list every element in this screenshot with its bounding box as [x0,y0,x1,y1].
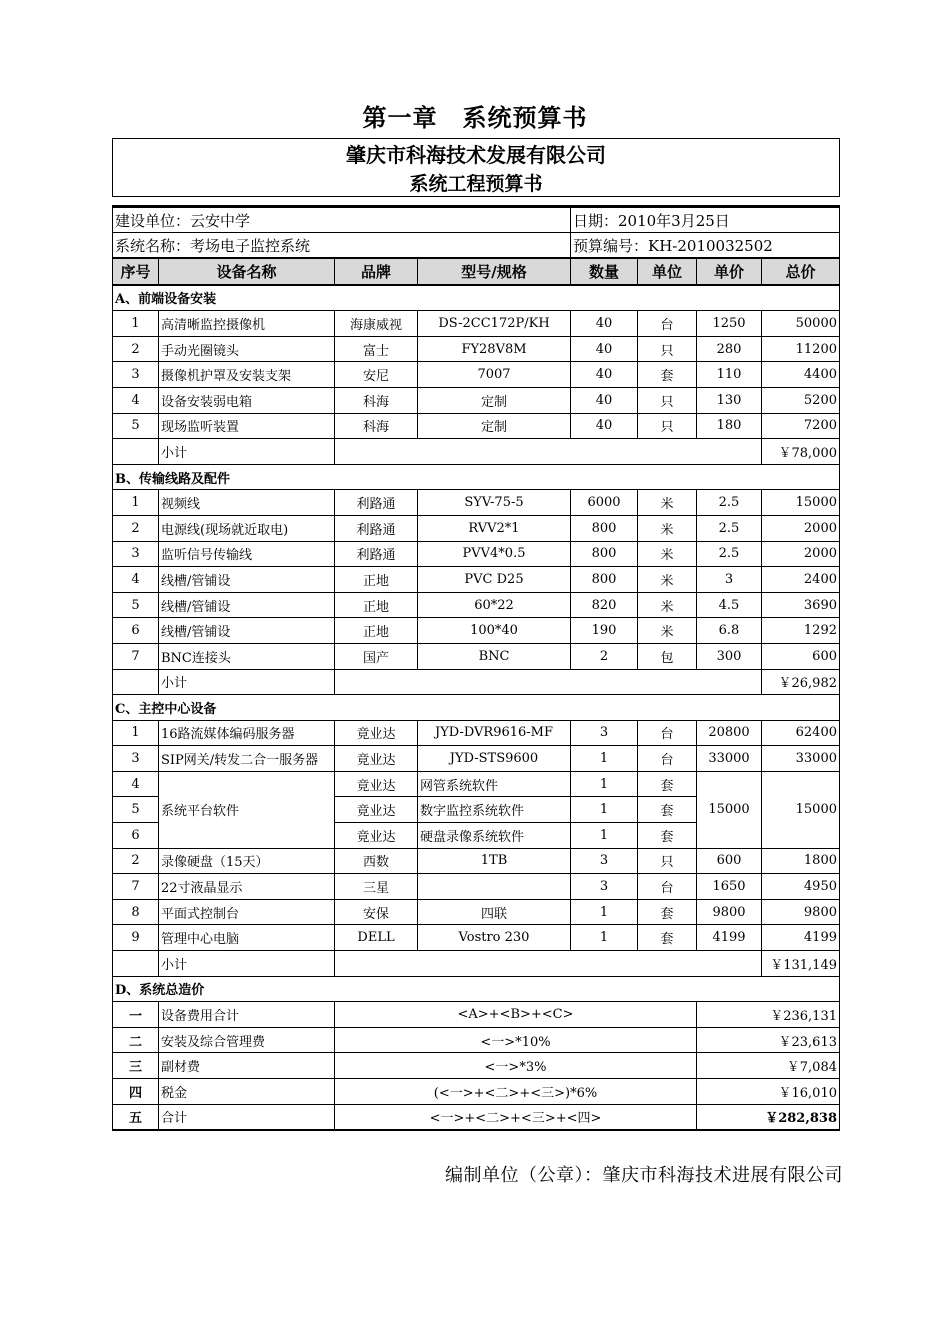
row-quantity: 1 [571,925,638,951]
construction-unit: 建设单位：云安中学 [113,207,571,233]
header-model: 型号/规格 [418,258,571,285]
subtotal-row [113,951,840,977]
row-unit-price: 600 [697,848,762,874]
row-total: 2000 [762,515,840,541]
row-total: 4199 [762,925,840,951]
table-row [113,490,840,516]
row-unit: 只 [638,848,697,874]
total-row [113,1079,840,1105]
row-index: 3 [113,746,159,772]
row-unit: 套 [638,823,697,849]
total-value: ￥16,010 [697,1079,840,1105]
row-brand: DELL [335,925,418,951]
row-brand: 正地 [335,618,418,644]
subtotal-row [113,669,840,695]
system-name: 系统名称：考场电子监控系统 [113,233,571,259]
row-model: DS-2CC172P/KH [418,311,571,337]
table-row [113,387,840,413]
header-name: 设备名称 [159,258,335,285]
row-model: 数字监控系统软件 [418,797,571,823]
row-unit: 套 [638,771,697,797]
row-index: 3 [113,541,159,567]
row-quantity: 1 [571,797,638,823]
row-total: 11200 [762,336,840,362]
row-total: 2400 [762,567,840,593]
row-brand: 海康威视 [335,311,418,337]
row-name: BNC连接头 [159,643,335,669]
budget-code: 预算编号：KH-2010032502 [571,233,840,259]
row-name: 线槽/管铺设 [159,618,335,644]
row-model: 60*22 [418,592,571,618]
row-quantity: 820 [571,592,638,618]
table-row [113,874,840,900]
row-unit-price: 1650 [697,874,762,900]
row-unit: 米 [638,541,697,567]
section-title: A、前端设备安装 [113,285,840,311]
header-quantity: 数量 [571,258,638,285]
table-row [113,899,840,925]
row-brand: 安尼 [335,362,418,388]
total-index: 四 [113,1079,159,1105]
subtotal-value: ￥78,000 [762,439,840,465]
subtotal-index [113,669,159,695]
row-name: 22寸液晶显示 [159,874,335,900]
budget-date: 日期：2010年3月25日 [571,207,840,233]
row-unit: 台 [638,311,697,337]
table-row [113,515,840,541]
row-brand: 竟业达 [335,823,418,849]
row-total: 4400 [762,362,840,388]
row-unit: 米 [638,567,697,593]
total-label: 税金 [159,1079,335,1105]
total-row [113,1104,840,1130]
subtotal-row [113,439,840,465]
row-unit: 台 [638,746,697,772]
row-name: 手动光圈镜头 [159,336,335,362]
total-index: 五 [113,1104,159,1130]
total-label: 合计 [159,1104,335,1130]
row-total: 15000 [762,490,840,516]
total-label: 安装及综合管理费 [159,1027,335,1053]
row-total: 4950 [762,874,840,900]
row-index: 2 [113,848,159,874]
section-title: B、传输线路及配件 [113,464,840,490]
row-brand: 安保 [335,899,418,925]
row-unit-price: 130 [697,387,762,413]
row-index: 5 [113,797,159,823]
subtotal-spacer [335,951,762,977]
row-total: 33000 [762,746,840,772]
budget-table-body [113,139,840,1131]
total-formula: (<一>+<二>+<三>)*6% [335,1079,697,1105]
total-label: 设备费用合计 [159,1002,335,1028]
total-index: 一 [113,1002,159,1028]
row-index: 4 [113,387,159,413]
row-unit-price: 20800 [697,720,762,746]
section-c-header [113,695,840,721]
row-model: 7007 [418,362,571,388]
subtotal-index [113,439,159,465]
row-model: Vostro 230 [418,925,571,951]
total-value: ￥23,613 [697,1027,840,1053]
row-name: 管理中心电脑 [159,925,335,951]
table-row [113,618,840,644]
row-unit-price: 4199 [697,925,762,951]
subtotal-spacer [335,669,762,695]
row-quantity: 40 [571,362,638,388]
company-name: 肇庆市科海技术发展有限公司 [113,139,840,169]
budget-subtitle: 系统工程预算书 [113,168,840,197]
table-row [113,413,840,439]
title-divider [113,197,840,207]
row-unit-price: 2.5 [697,490,762,516]
document-title: 第一章 系统预算书 [362,103,588,132]
subtotal-label: 小计 [159,669,335,695]
section-b-header [113,464,840,490]
row-quantity: 3 [571,848,638,874]
total-formula: <一>*3% [335,1053,697,1079]
row-index: 6 [113,823,159,849]
row-total: 5200 [762,387,840,413]
subtotal-value: ￥131,149 [762,951,840,977]
row-name: 设备安装弱电箱 [159,387,335,413]
row-index: 1 [113,490,159,516]
row-quantity: 800 [571,567,638,593]
row-unit: 只 [638,413,697,439]
subtotal-value: ￥26,982 [762,669,840,695]
row-brand: 三星 [335,874,418,900]
subtotal-spacer [335,439,762,465]
row-total: 3690 [762,592,840,618]
row-index: 2 [113,515,159,541]
total-row [113,1053,840,1079]
total-index: 三 [113,1053,159,1079]
row-unit: 套 [638,899,697,925]
row-unit: 米 [638,592,697,618]
row-quantity: 40 [571,336,638,362]
row-name: 16路流媒体编码服务器 [159,720,335,746]
row-unit-price: 300 [697,643,762,669]
table-header-row [113,258,840,285]
header-index: 序号 [113,258,159,285]
row-model: RVV2*1 [418,515,571,541]
row-name: 线槽/管铺设 [159,592,335,618]
table-row [113,336,840,362]
row-index: 5 [113,592,159,618]
row-model: BNC [418,643,571,669]
row-model: 硬盘录像系统软件 [418,823,571,849]
row-total: 600 [762,643,840,669]
row-total: 1800 [762,848,840,874]
row-total: 7200 [762,413,840,439]
row-total: 50000 [762,311,840,337]
row-quantity: 1 [571,746,638,772]
row-unit: 只 [638,387,697,413]
row-index: 6 [113,618,159,644]
row-brand: 利路通 [335,515,418,541]
row-brand: 西数 [335,848,418,874]
total-label: 副材费 [159,1053,335,1079]
total-value: ￥7,084 [697,1053,840,1079]
row-unit-price: 9800 [697,899,762,925]
row-unit: 米 [638,515,697,541]
table-row [113,592,840,618]
table-row [113,643,840,669]
row-unit-price: 110 [697,362,762,388]
row-name: 录像硬盘（15天） [159,848,335,874]
row-quantity: 190 [571,618,638,644]
row-model: 100*40 [418,618,571,644]
row-unit: 只 [638,336,697,362]
row-quantity: 1 [571,823,638,849]
header-unit-price: 单价 [697,258,762,285]
table-row [113,362,840,388]
budget-table [112,138,840,1131]
row-model: 1TB [418,848,571,874]
row-unit-price: 4.5 [697,592,762,618]
row-brand: 正地 [335,592,418,618]
header-unit: 单位 [638,258,697,285]
header-total: 总价 [762,258,840,285]
row-index: 9 [113,925,159,951]
total-value: ￥282,838 [697,1104,840,1130]
subtotal-label: 小计 [159,951,335,977]
row-unit: 台 [638,720,697,746]
row-quantity: 40 [571,311,638,337]
row-brand: 国产 [335,643,418,669]
row-total: 1292 [762,618,840,644]
compiling-unit-note: 编制单位（公章）：肇庆市科海技术进展有限公司 [445,1165,843,1186]
header-brand: 品牌 [335,258,418,285]
row-unit-price: 6.8 [697,618,762,644]
row-quantity: 40 [571,413,638,439]
total-row [113,1002,840,1028]
row-model: FY28V8M [418,336,571,362]
row-unit-price: 2.5 [697,515,762,541]
row-name: 摄像机护罩及安装支架 [159,362,335,388]
row-name: 电源线(现场就近取电) [159,515,335,541]
table-row [113,567,840,593]
row-brand: 竟业达 [335,746,418,772]
section-d-header [113,976,840,1002]
row-index: 7 [113,643,159,669]
row-model: JYD-DVR9616-MF [418,720,571,746]
row-brand: 竟业达 [335,720,418,746]
row-brand: 利路通 [335,541,418,567]
row-index: 8 [113,899,159,925]
row-unit-price: 280 [697,336,762,362]
row-model: 定制 [418,413,571,439]
row-quantity: 800 [571,515,638,541]
row-quantity: 800 [571,541,638,567]
total-formula: <A>+<B>+<C> [335,1002,697,1028]
row-model: SYV-75-5 [418,490,571,516]
row-model: 定制 [418,387,571,413]
row-model: 网管系统软件 [418,771,571,797]
row-model [418,874,571,900]
row-index: 4 [113,567,159,593]
total-value: ￥236,131 [697,1002,840,1028]
table-row [113,720,840,746]
row-name: 高清晰监控摄像机 [159,311,335,337]
row-unit-price: 33000 [697,746,762,772]
row-unit-price: 180 [697,413,762,439]
row-unit-price: 1250 [697,311,762,337]
row-total: 62400 [762,720,840,746]
row-name: 监听信号传输线 [159,541,335,567]
row-unit-price: 15000 [697,771,762,848]
total-formula: <一>*10% [335,1027,697,1053]
row-unit: 套 [638,925,697,951]
row-unit-price: 2.5 [697,541,762,567]
row-model: PVC D25 [418,567,571,593]
row-brand: 竟业达 [335,797,418,823]
row-name: 线槽/管铺设 [159,567,335,593]
table-row [113,746,840,772]
table-row [113,311,840,337]
row-brand: 正地 [335,567,418,593]
platform-software-row [113,771,840,797]
section-title: D、系统总造价 [113,976,840,1002]
total-index: 二 [113,1027,159,1053]
row-unit: 包 [638,643,697,669]
row-name: 现场监听装置 [159,413,335,439]
row-quantity: 6000 [571,490,638,516]
row-model: 四联 [418,899,571,925]
row-unit: 米 [638,618,697,644]
row-model: JYD-STS9600 [418,746,571,772]
row-total: 9800 [762,899,840,925]
row-brand: 竟业达 [335,771,418,797]
row-index: 1 [113,311,159,337]
row-quantity: 3 [571,874,638,900]
row-unit: 米 [638,490,697,516]
row-index: 1 [113,720,159,746]
row-index: 3 [113,362,159,388]
row-index: 4 [113,771,159,797]
row-quantity: 2 [571,643,638,669]
row-brand: 利路通 [335,490,418,516]
row-model: PVV4*0.5 [418,541,571,567]
row-name: 系统平台软件 [159,771,335,848]
row-index: 2 [113,336,159,362]
table-row [113,848,840,874]
row-quantity: 40 [571,387,638,413]
row-index: 5 [113,413,159,439]
row-brand: 科海 [335,413,418,439]
row-unit-price: 3 [697,567,762,593]
total-formula: <一>+<二>+<三>+<四> [335,1104,697,1130]
subtotal-label: 小计 [159,439,335,465]
row-quantity: 1 [571,771,638,797]
row-total: 15000 [762,771,840,848]
row-quantity: 3 [571,720,638,746]
table-row [113,925,840,951]
row-name: 视频线 [159,490,335,516]
table-row [113,541,840,567]
row-unit: 套 [638,797,697,823]
section-title: C、主控中心设备 [113,695,840,721]
total-row [113,1027,840,1053]
row-name: SIP网关/转发二合一服务器 [159,746,335,772]
row-total: 2000 [762,541,840,567]
row-index: 7 [113,874,159,900]
row-unit: 套 [638,362,697,388]
row-brand: 科海 [335,387,418,413]
row-name: 平面式控制台 [159,899,335,925]
section-a-header [113,285,840,311]
row-quantity: 1 [571,899,638,925]
row-unit: 台 [638,874,697,900]
row-brand: 富士 [335,336,418,362]
subtotal-index [113,951,159,977]
